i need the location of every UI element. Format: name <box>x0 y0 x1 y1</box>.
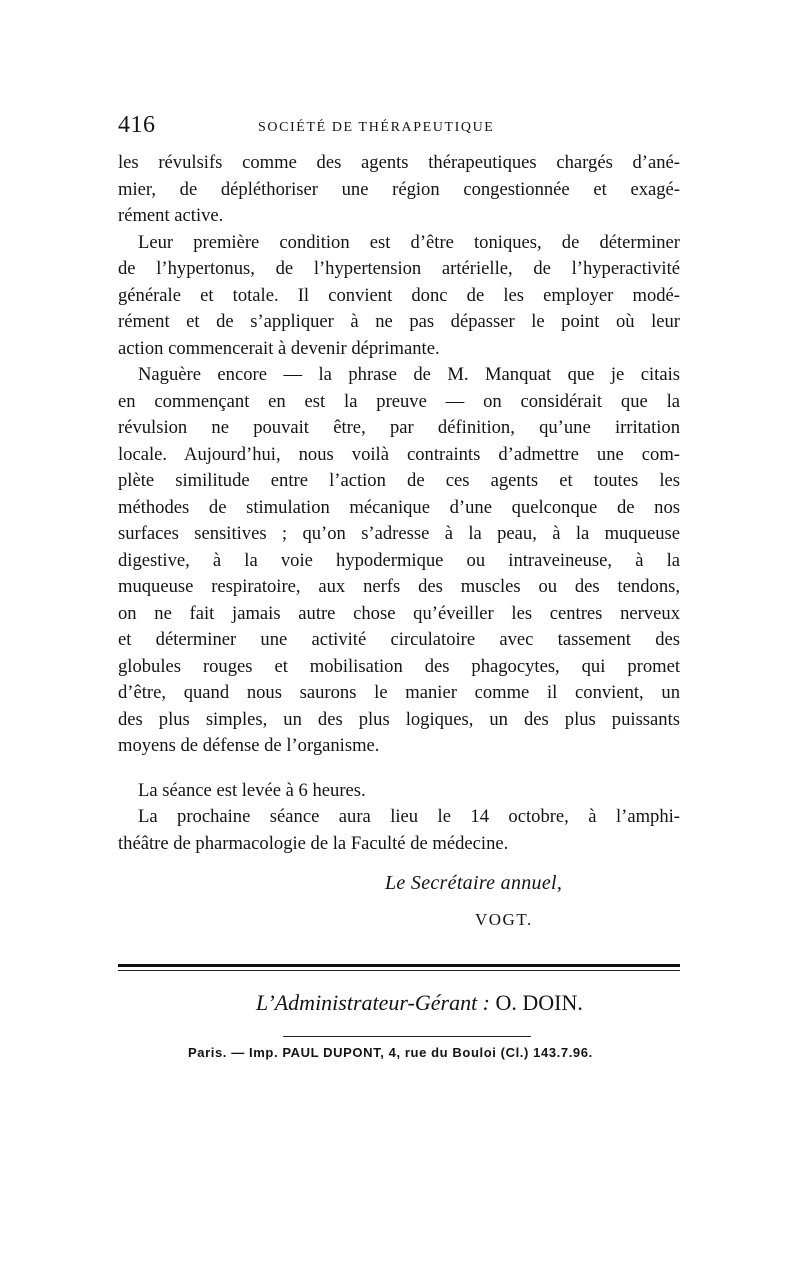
footer-rule-thin <box>118 970 680 971</box>
footer-rule-thick <box>118 964 680 967</box>
text-line: rément et de s’appliquer à ne pas dépasser le point où leur <box>118 311 680 332</box>
text-line: digestive, à la voie hypodermique ou intraveineuse, à la <box>118 549 680 571</box>
text-line: méthodes de stimulation mécanique d’une quelconque de nos <box>118 496 680 518</box>
page-number: 416 <box>118 112 156 138</box>
manager-role: L’Administrateur-Gérant : <box>256 990 491 1015</box>
manager-name: O. DOIN. <box>495 990 583 1015</box>
text-line: rément active. <box>118 205 224 226</box>
text-line: générale et totale. Il convient donc de les employer modé- <box>118 284 680 306</box>
running-head: SOCIÉTÉ DE THÉRAPEUTIQUE <box>258 120 495 135</box>
text-line: muqueuse respiratoire, aux nerfs des muscles ou des tendons, <box>118 576 680 597</box>
text-line: révulsion ne pouvait être, par définition, qu’une irritation <box>118 417 680 438</box>
text-line: surfaces sensitives ; qu’on s’adresse à la peau, à la muqueuse <box>118 523 680 544</box>
page-header <box>118 112 680 142</box>
text-line: des plus simples, un des plus logiques, un des plus puissants <box>118 708 680 730</box>
text-line: locale. Aujourd’hui, nous voilà contraints d’admettre une com- <box>118 443 680 465</box>
imprint-rule <box>283 1036 531 1037</box>
text-line: Leur première condition est d’être toniques, de déterminer <box>138 231 680 253</box>
text-line: La séance est levée à 6 heures. <box>138 779 366 801</box>
text-line: moyens de défense de l’organisme. <box>118 735 380 756</box>
text-line: action commencerait à devenir déprimante. <box>118 337 440 359</box>
text-line: de l’hypertonus, de l’hypertension artérielle, de l’hyperactivité <box>118 258 680 279</box>
text-line: les révulsifs comme des agents thérapeutiques chargés d’ané- <box>118 152 680 173</box>
text-line: en commençant en est la preuve — on considérait que la <box>118 390 680 412</box>
text-line: Naguère encore — la phrase de M. Manquat que je citais <box>138 364 680 385</box>
text-line: théâtre de pharmacologie de la Faculté de médecine. <box>118 832 509 854</box>
body-text <box>118 150 680 857</box>
text-line: globules rouges et mobilisation des phagocytes, qui promet <box>118 655 680 677</box>
secretary-name: VOGT. <box>475 910 533 929</box>
imprint-line: Paris. — Imp. PAUL DUPONT, 4, rue du Bouloi (Cl.) 143.7.96. <box>188 1045 593 1060</box>
text-line: La prochaine séance aura lieu le 14 octobre, à l’amphi- <box>138 806 680 827</box>
manager-line <box>256 990 583 1016</box>
text-line: et déterminer une activité circulatoire avec tassement des <box>118 629 680 650</box>
text-line: plète similitude entre l’action de ces agents et toutes les <box>118 470 680 491</box>
text-line: on ne fait jamais autre chose qu’éveiller les centres nerveux <box>118 602 680 624</box>
text-line: mier, de dépléthoriser une région congestionnée et exagé- <box>118 178 680 200</box>
secretary-title: Le Secrétaire annuel, <box>385 872 563 894</box>
text-line: d’être, quand nous saurons le manier comme il convient, un <box>118 682 680 703</box>
